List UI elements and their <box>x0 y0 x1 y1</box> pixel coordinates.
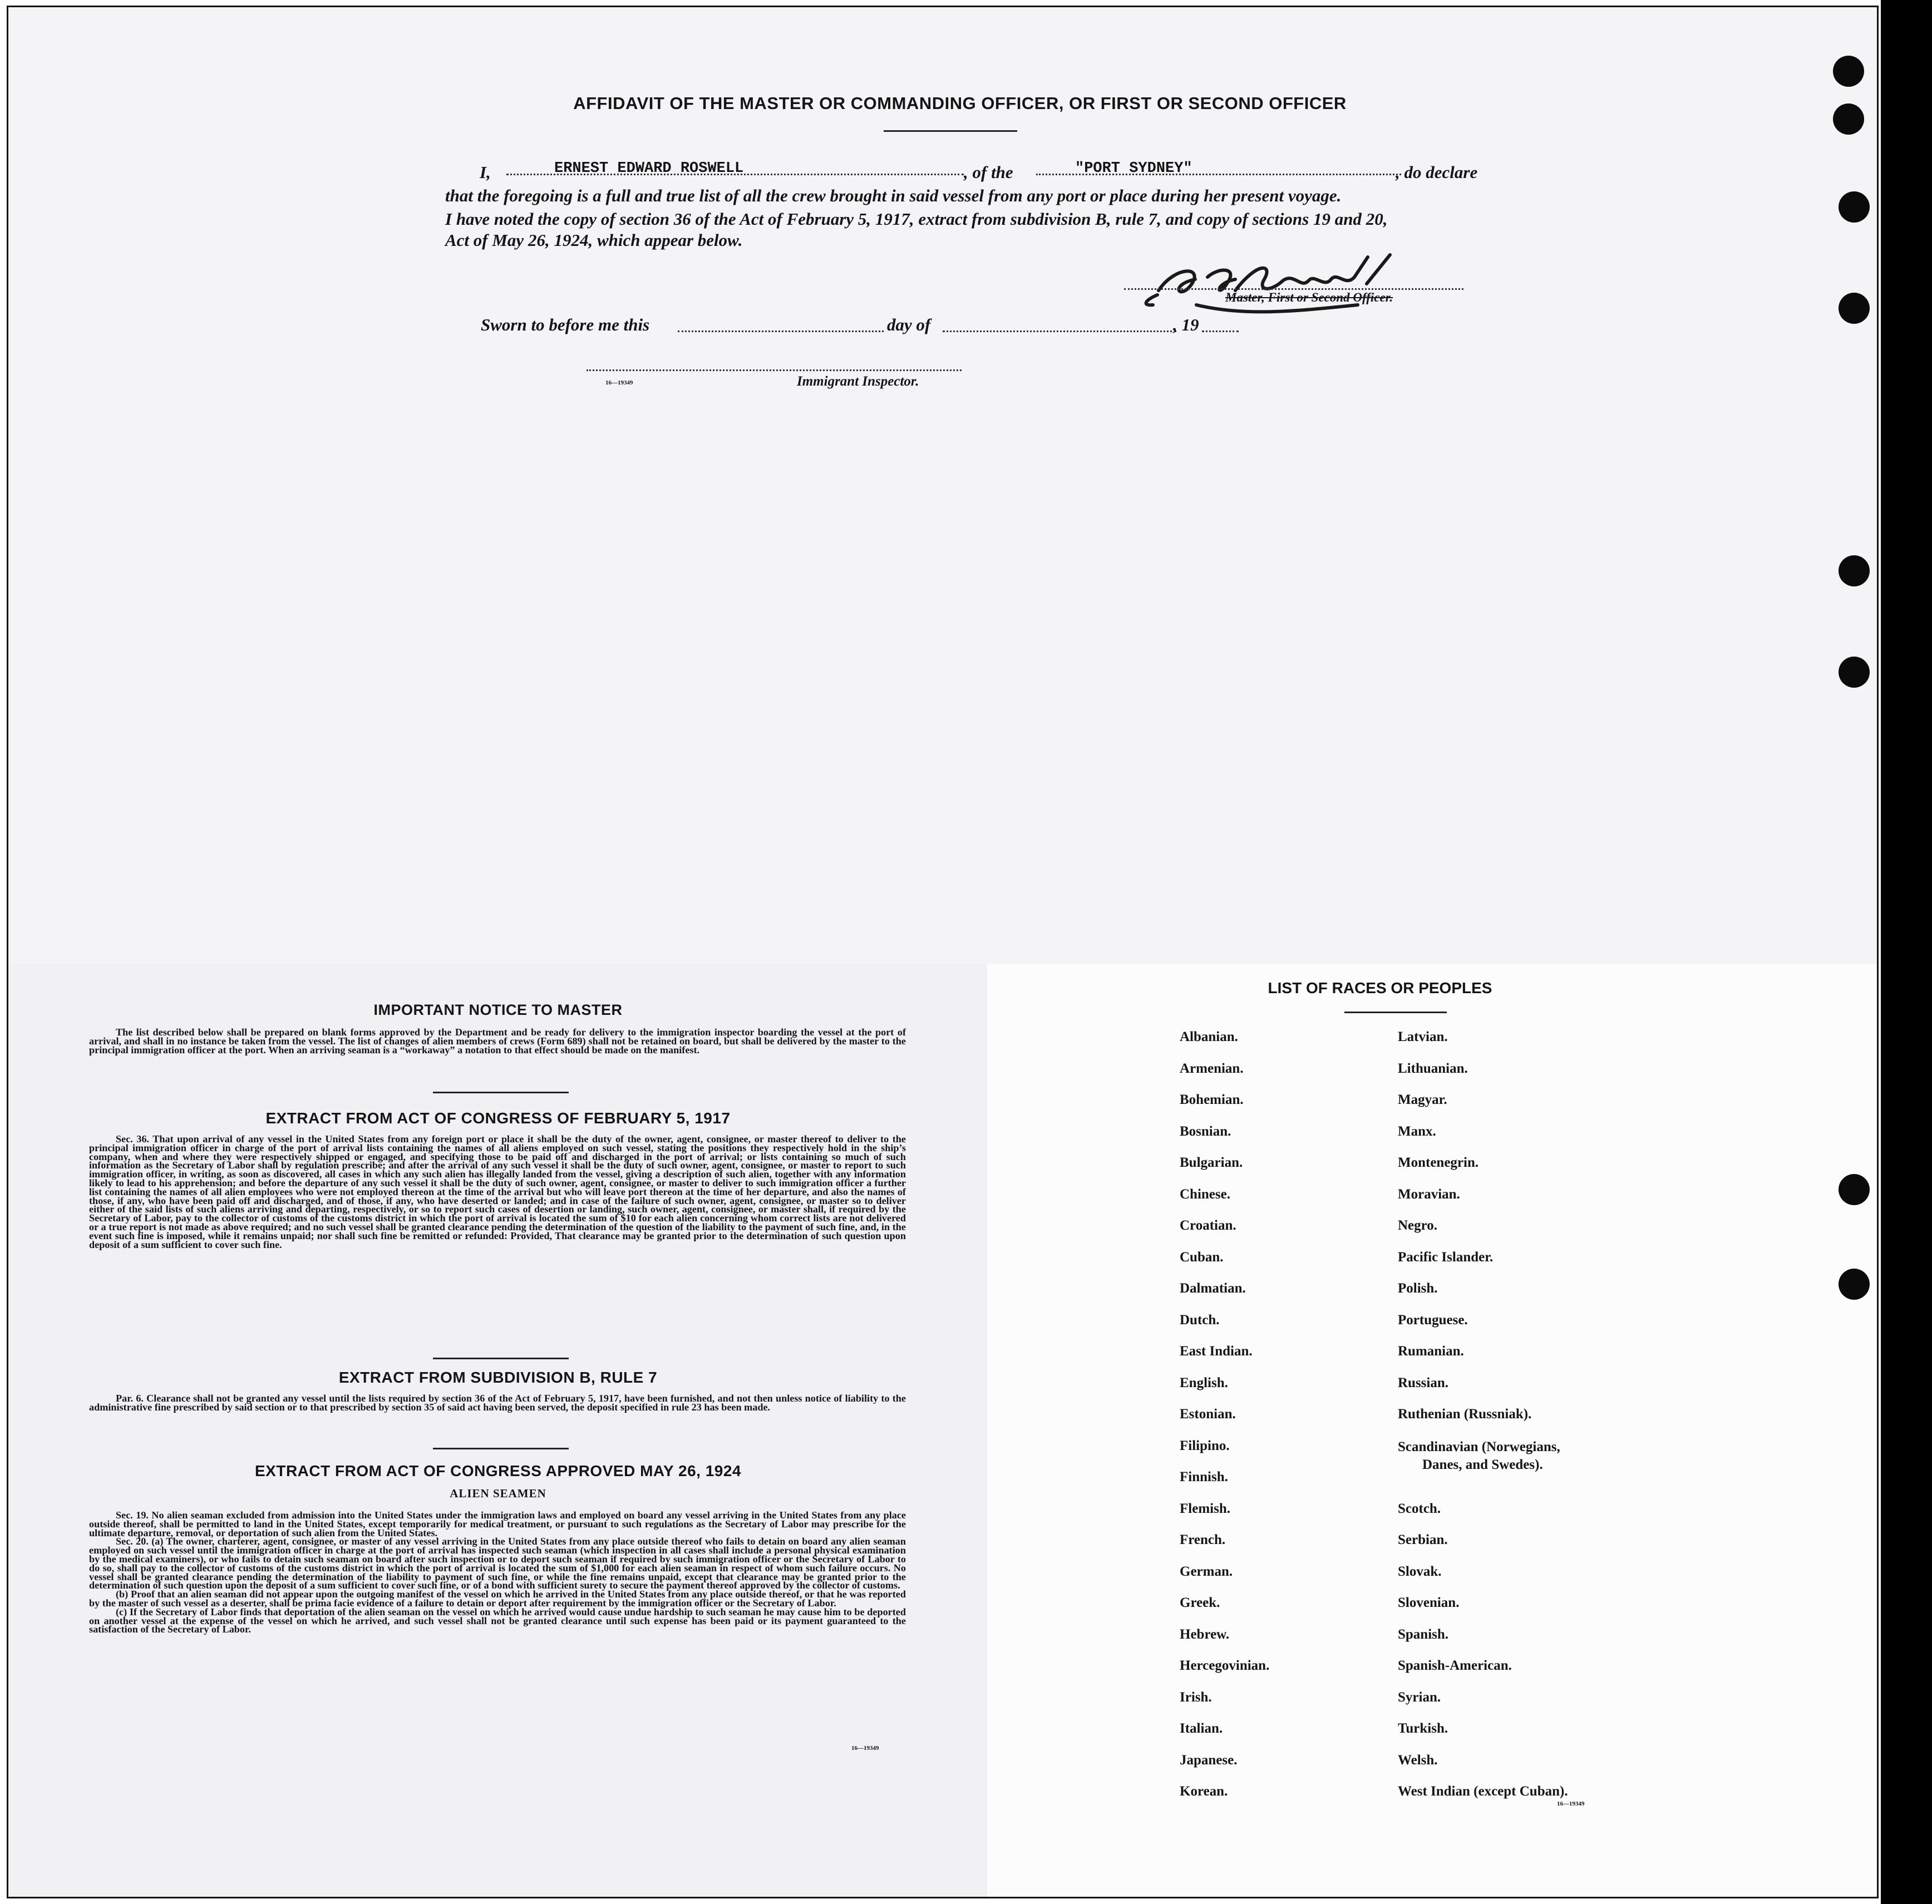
affidavit-title: AFFIDAVIT OF THE MASTER OR COMMANDING OFFICER, OR FIRST OR SECOND OFFICER <box>573 93 1347 113</box>
day-of-label: day of <box>887 315 931 334</box>
race-item: Russian. <box>1398 1375 1449 1390</box>
notice-title: IMPORTANT NOTICE TO MASTER <box>373 1002 623 1018</box>
binder-hole <box>1839 1174 1870 1205</box>
binder-hole <box>1839 1269 1870 1300</box>
of-the-label: , of the <box>964 162 1013 182</box>
notice-body: The list described below shall be prepared on blank forms approved by the Department and be ready for delivery to the immigration inspector boarding the vessel at the port of arrival, and shall in no instance be taken from the vessel. The list of changes of alien members of crews (Form 689) shall not be retained on board, but shall be delivered by the master to the principal immigration officer at the port. When an arriving seaman is a “workaway” a notation to that effect should be made on the manifest. <box>89 1027 906 1055</box>
inspector-signature-line <box>586 369 962 371</box>
subdivision-b-title: EXTRACT FROM SUBDIVISION B, RULE 7 <box>338 1369 658 1386</box>
sworn-day-line <box>678 331 884 332</box>
race-item: Bosnian. <box>1180 1123 1231 1139</box>
race-item: West Indian (except Cuban). <box>1398 1784 1568 1799</box>
sec-20b-paragraph: (b) Proof that an alien seaman did not appear upon the outgoing manifest of the vessel on which he arrived in the United States from any place outside thereof, or that he was reported by the master of such vessel as a deserter, shall be prima facie evidence of a failure to detain or deport after requirement by the immigration officer or the Secretary of Labor. <box>89 1589 906 1609</box>
race-item: Portuguese. <box>1398 1312 1468 1328</box>
inspector-caption: Immigrant Inspector. <box>797 374 919 389</box>
race-item: Cuban. <box>1180 1249 1224 1265</box>
form-code-extract: 16—19349 <box>851 1745 879 1752</box>
race-item: Dalmatian. <box>1180 1281 1246 1296</box>
race-item: Albanian. <box>1180 1029 1238 1044</box>
race-item: Spanish. <box>1398 1626 1449 1642</box>
binder-hole <box>1839 555 1870 586</box>
race-item: Dutch. <box>1180 1312 1220 1328</box>
race-item: Italian. <box>1180 1721 1223 1736</box>
race-item: French. <box>1180 1532 1226 1547</box>
race-item: Pacific Islander. <box>1398 1249 1494 1265</box>
binder-hole <box>1833 56 1864 87</box>
race-item: Polish. <box>1398 1281 1438 1296</box>
race-item: Welsh. <box>1398 1752 1438 1768</box>
affidavit-line-2: that the foregoing is a full and true list of all the crew brought in said vessel from any port or place during her present voyage. <box>445 186 1342 205</box>
race-item: Scotch. <box>1398 1501 1441 1516</box>
race-item: Chinese. <box>1180 1186 1230 1202</box>
race-item: Slovenian. <box>1398 1595 1460 1610</box>
form-code-affidavit: 16—19349 <box>605 379 633 386</box>
sworn-month-line <box>943 331 1176 332</box>
race-item: Estonian. <box>1180 1407 1236 1422</box>
race-item: Negro. <box>1398 1218 1438 1233</box>
binder-hole <box>1839 657 1870 688</box>
race-item: Moravian. <box>1398 1186 1460 1202</box>
races-title: LIST OF RACES OR PEOPLES <box>1268 979 1492 997</box>
extract-1917-body: Sec. 36. That upon arrival of any vessel in the United States from any foreign port or place it shall be the duty of the owner, agent, consignee, or master thereof to deliver to the principal immigration officer in charge of the port of arrival lists containing the names of all aliens employed on such vessel, stating the positions they respectively hold in the ship’s company, when and where they were respectively shipped or engaged, and specifying those to be paid off and discharged in the port of arrival; or lists containing so much of such information as the Secretary of Labor shall by regulation prescribe; and after the arrival of any such vessel it shall be the duty of such owner, agent, consignee, or master to report to such immigration officer, in writing, as soon as discovered, all cases in which any such alien has illegally landed from the vessel, giving a description of such alien, together with any information likely to lead to his apprehension; and before the departure of any such vessel it shall be the duty of such owner, agent, consignee, or master to deliver to such immigration officer a further list containing the names of all alien employees who were not employed thereon at the time of the arrival but who will leave port thereon at the time of her departure, and also the names of those, if any, who have been paid off and discharged, and of those, if any, who have deserted or landed; and in case of the failure of such owner, agent, consignee, or master so to deliver either of the said lists of such aliens arriving and departing, respectively, or so to report such cases of desertion or landing, such owner, agent, consignee, or master shall, if required by the Secretary of Labor, pay to the collector of customs of the customs district in which the port of arrival is located the sum of $10 for each alien concerning whom correct lists are not delivered or a true report is not made as above required; and no such vessel shall be granted clearance pending the determination of the question of the liability to the payment of such fine, and, in the event such fine is imposed, while it remains unpaid; nor shall such fine be remitted or refunded: Provided, That clearance may be granted prior to the determination of such question upon deposit of a sum sufficient to cover such fine. <box>89 1133 906 1250</box>
race-item: Bulgarian. <box>1180 1155 1243 1170</box>
race-item: Lithuanian. <box>1398 1060 1468 1076</box>
form-code-races: 16—19349 <box>1557 1801 1585 1807</box>
race-item: German. <box>1180 1563 1233 1579</box>
race-item: Rumanian. <box>1398 1344 1464 1359</box>
affidavit-line-4: Act of May 26, 1924, which appear below. <box>445 230 743 250</box>
race-item: Syrian. <box>1398 1689 1441 1705</box>
race-item: Finnish. <box>1180 1469 1228 1484</box>
race-item: Manx. <box>1398 1123 1436 1139</box>
sworn-year-line <box>1202 331 1239 332</box>
signature-line <box>1124 288 1463 290</box>
race-item: East Indian. <box>1180 1344 1253 1359</box>
signature <box>1124 250 1469 323</box>
subdivision-b-body: Par. 6. Clearance shall not be granted any vessel until the lists required by section 36 of the Act of February 5, 1917, have been furnished, and not then unless notice of liability to the administrative fine prescribed by said section or to that prescribed by section 35 of said act having been served, the deposit specified in rule 23 has been made. <box>89 1393 906 1413</box>
subdivision-b-rule <box>433 1448 569 1449</box>
title-rule <box>884 130 1017 132</box>
race-item: Korean. <box>1180 1784 1228 1799</box>
race-item: Spanish-American. <box>1398 1658 1512 1673</box>
sec-20c-paragraph: (c) If the Secretary of Labor finds that deportation of the alien seaman on the vessel on which he arrived would cause undue hardship to such seaman he may cause him to be deported on another vessel at the expense of the vessel on which he arrived, and such vessel shall not be granted clearance until such expense has been paid or its payment guaranteed to the satisfaction of the Secretary of Labor. <box>89 1606 906 1635</box>
extract-1917-title: EXTRACT FROM ACT OF CONGRESS OF FEBRUARY 5, 1917 <box>265 1109 731 1127</box>
race-item: Ruthenian (Russniak). <box>1398 1407 1532 1422</box>
alien-seamen-subtitle: ALIEN SEAMEN <box>450 1487 546 1500</box>
sworn-prefix: Sworn to before me this <box>481 315 650 334</box>
race-item: Greek. <box>1180 1595 1220 1610</box>
year-prefix: , 19 <box>1173 315 1199 334</box>
sec-20a-paragraph: Sec. 20. (a) The owner, charterer, agent, consignee, or master of any vessel arriving in the United States from any place outside thereof who fails to detain on board any alien seaman employed on such vessel until the immigration officer in charge at the port of arrival has inspected such seaman (which inspection in all cases shall include a personal physical examination by the medical examiners), or who fails to detain such seaman on board after such inspection or to deport such seaman if required by such immigration officer or the Secretary of Labor to do so, shall pay to the collector of customs of the customs district in which the port of arrival is located the sum of $1,000 for each alien seaman in respect of whom such failure occurs. No vessel shall be granted clearance pending the determination of the liability to payment of such fine, or while the fine remains unpaid, except that clearance may be granted prior to the determination of such question upon the deposit of a sum sufficient to cover such fine, or of a bond with sufficient surety to secure the payment thereof approved by the collector of customs. <box>89 1536 906 1591</box>
signature-caption: Master, First or Second Officer. <box>1225 290 1393 304</box>
race-item: Flemish. <box>1180 1501 1230 1516</box>
race-item: Danes, and Swedes). <box>1422 1457 1543 1472</box>
race-item: English. <box>1180 1375 1228 1390</box>
scan-edge-shadow <box>1881 0 1932 1904</box>
binder-hole <box>1839 191 1870 223</box>
race-item: Slovak. <box>1398 1563 1442 1579</box>
race-item: Bohemian. <box>1180 1092 1244 1107</box>
race-item: Magyar. <box>1398 1092 1447 1107</box>
declarant-name: ERNEST EDWARD ROSWELL <box>554 160 744 177</box>
sec-19-paragraph: Sec. 19. No alien seaman excluded from admission into the United States under the immigration laws and employed on board any vessel arriving in the United States from any place outside thereof, shall be permitted to land in the United States, except temporarily for medical treatment, or pursuant to such regulations as the Secretary of Labor may prescribe for the ultimate departure, removal, or deportation of such alien from the United States. <box>89 1510 906 1538</box>
race-item: Croatian. <box>1180 1218 1236 1233</box>
extract-1924-body <box>89 1511 906 1634</box>
extract-1924-title: EXTRACT FROM ACT OF CONGRESS APPROVED MAY 26, 1924 <box>255 1462 741 1479</box>
binder-hole <box>1839 293 1870 324</box>
races-rule <box>1344 1012 1447 1013</box>
do-declare-label: , do declare <box>1396 162 1478 182</box>
race-item: Scandinavian (Norwegians, <box>1398 1439 1560 1454</box>
race-item: Armenian. <box>1180 1060 1244 1076</box>
race-item: Hebrew. <box>1180 1626 1230 1642</box>
notice-rule <box>433 1092 569 1093</box>
extract-1917-rule <box>433 1358 569 1359</box>
affidavit-line-3: I have noted the copy of section 36 of the Act of February 5, 1917, extract from subdivision B, rule 7, and copy of sections 19 and 20, <box>445 209 1388 229</box>
race-item: Serbian. <box>1398 1532 1448 1547</box>
race-item: Montenegrin. <box>1398 1155 1479 1170</box>
binder-hole <box>1833 103 1864 135</box>
race-item: Japanese. <box>1180 1752 1238 1768</box>
declarant-prefix: I, <box>480 162 491 182</box>
race-item: Latvian. <box>1398 1029 1448 1044</box>
race-item: Irish. <box>1180 1689 1212 1705</box>
race-item: Turkish. <box>1398 1721 1448 1736</box>
race-item: Filipino. <box>1180 1438 1230 1453</box>
races-right-column <box>1398 1029 1687 1808</box>
vessel-name: "PORT SYDNEY" <box>1075 160 1192 177</box>
race-item: Hercegovinian. <box>1180 1658 1270 1673</box>
